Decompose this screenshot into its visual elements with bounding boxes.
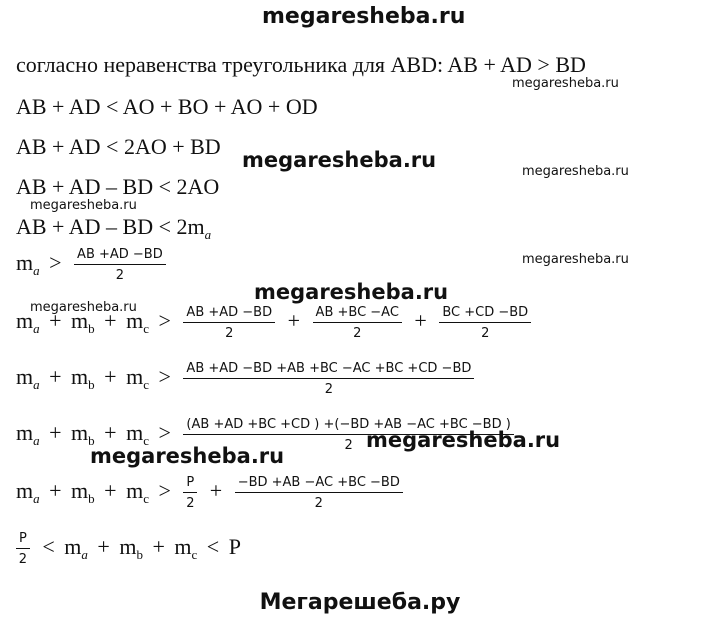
denominator: 2 — [186, 496, 195, 511]
subscript-a: a — [33, 491, 40, 507]
gt-sign: > — [49, 250, 62, 276]
plus-sign: + — [152, 534, 165, 560]
lt-sign: < — [42, 534, 55, 560]
subscript-b: b — [88, 321, 95, 337]
text-line-3: AB + AD < 2AO + BD — [16, 134, 221, 159]
numerator: BC +CD −BD — [439, 306, 531, 323]
denominator: 2 — [225, 326, 234, 341]
watermark-small: megaresheba.ru — [522, 252, 629, 267]
gt-sign: > — [158, 364, 171, 390]
fraction — [183, 362, 474, 396]
plus-sign: + — [49, 364, 62, 390]
numerator: P — [16, 532, 30, 549]
denominator: 2 — [115, 268, 125, 283]
plus-sign: + — [49, 308, 62, 334]
median-m: m — [16, 308, 34, 334]
fraction — [313, 306, 402, 340]
median-m: m — [126, 308, 144, 334]
fraction — [183, 306, 275, 340]
plus-sign: + — [414, 308, 427, 334]
median-m: m — [126, 478, 144, 504]
subscript-c: c — [191, 547, 198, 563]
plus-sign: + — [104, 308, 117, 334]
median-m: m — [71, 478, 89, 504]
footer-site-title: Мегарешеба.ру — [259, 590, 461, 615]
fraction — [439, 306, 531, 340]
subscript-c: c — [143, 491, 149, 507]
median-m: m — [16, 478, 34, 504]
numerator: −BD +AB −AC +BC −BD — [235, 476, 403, 493]
watermark-small: megaresheba.ru — [512, 76, 619, 91]
plus-sign: + — [97, 534, 110, 560]
text-line-6 — [16, 248, 169, 282]
subscript-b: b — [88, 433, 95, 449]
watermark-big: megaresheba.ru — [90, 444, 285, 468]
perimeter-P: P — [228, 534, 241, 560]
text-line-5 — [16, 214, 212, 242]
subscript-b: b — [136, 547, 143, 563]
watermark-big: megaresheba.ru — [366, 428, 561, 452]
plus-sign: + — [287, 308, 301, 334]
inequality-text: AB + AD – BD < 2m — [16, 214, 205, 239]
subscript-a: a — [204, 227, 212, 242]
fraction — [74, 248, 166, 282]
watermark-small: megaresheba.ru — [30, 198, 137, 213]
subscript-a: a — [33, 377, 40, 393]
plus-sign: + — [209, 478, 223, 504]
numerator: AB +AD −BD — [183, 306, 275, 323]
lt-sign: < — [206, 534, 220, 560]
subscript-a: a — [81, 547, 88, 563]
watermark-small: megaresheba.ru — [522, 164, 629, 179]
header-site-title: megaresheba.ru — [262, 4, 466, 29]
gt-sign: > — [158, 478, 171, 504]
denominator: 2 — [481, 326, 490, 341]
text-line-10 — [16, 476, 406, 510]
median-m: m — [119, 534, 137, 560]
text-line-8 — [16, 362, 477, 396]
fraction — [16, 532, 30, 566]
fraction — [183, 476, 197, 510]
median-m: m — [71, 420, 89, 446]
subscript-a: a — [33, 263, 40, 279]
subscript-c: c — [143, 321, 149, 337]
subscript-c: c — [143, 377, 149, 393]
denominator: 2 — [18, 552, 28, 567]
watermark-big: megaresheba.ru — [242, 148, 437, 172]
numerator: P — [183, 476, 197, 493]
numerator: AB +BC −AC — [313, 306, 402, 323]
median-m: m — [16, 364, 34, 390]
median-m: m — [71, 308, 89, 334]
plus-sign: + — [104, 478, 117, 504]
numerator: (AB +AD +BC +CD ) +(−BD +AB −AC +BC −BD ) — [183, 418, 513, 435]
median-m: m — [174, 534, 192, 560]
median-m: m — [64, 534, 82, 560]
median-m: m — [126, 364, 144, 390]
text-line-2: AB + AD < AO + BO + AO + OD — [16, 94, 318, 119]
text-line-7 — [16, 306, 534, 340]
numerator: AB +AD −BD +AB +BC −AC +BC +CD −BD — [183, 362, 474, 379]
median-m: m — [16, 250, 34, 276]
text-line-4: AB + AD – BD < 2AO — [16, 174, 220, 199]
median-m: m — [126, 420, 144, 446]
subscript-c: c — [143, 433, 149, 449]
median-m: m — [16, 420, 34, 446]
denominator: 2 — [324, 382, 334, 397]
text-line-11 — [16, 532, 241, 566]
denominator: 2 — [344, 438, 353, 453]
subscript-b: b — [88, 377, 95, 393]
subscript-b: b — [88, 491, 95, 507]
plus-sign: + — [49, 478, 62, 504]
plus-sign: + — [104, 364, 117, 390]
denominator: 2 — [353, 326, 362, 341]
plus-sign: + — [49, 420, 62, 446]
fraction — [235, 476, 403, 510]
denominator: 2 — [314, 496, 323, 511]
median-m: m — [71, 364, 89, 390]
gt-sign: > — [158, 420, 171, 446]
gt-sign: > — [158, 308, 171, 334]
watermark-big: megaresheba.ru — [254, 280, 449, 304]
subscript-a: a — [33, 321, 40, 337]
numerator: AB +AD −BD — [74, 248, 166, 265]
text-line-1: согласно неравенства треугольника для ABD: AB + AD > BD — [16, 52, 586, 77]
subscript-a: a — [33, 433, 40, 449]
watermark-small: megaresheba.ru — [30, 300, 137, 315]
plus-sign: + — [104, 420, 117, 446]
